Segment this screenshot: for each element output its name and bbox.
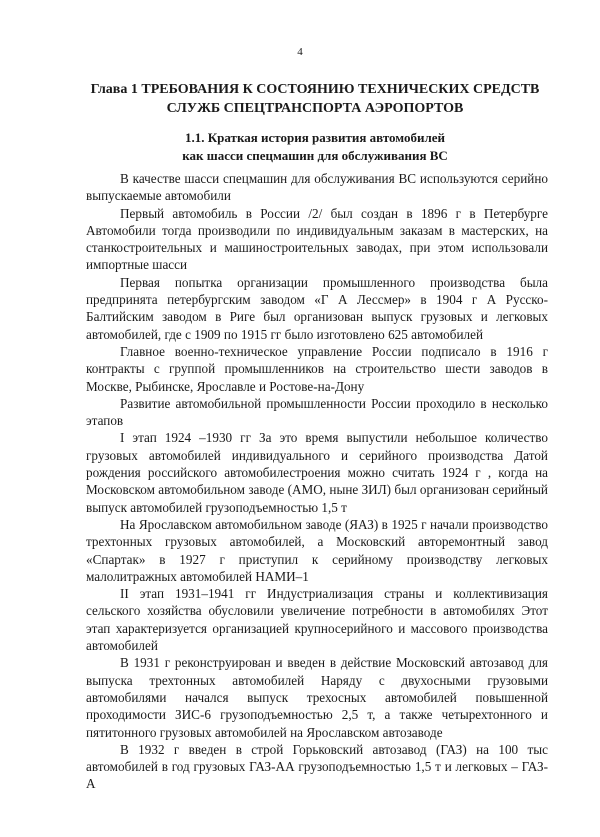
paragraph: В 1932 г введен в строй Горьковский автозавод (ГАЗ) на 100 тыс автомобилей в год грузовых ГАЗ-АА грузоподъемностью 1,5 т и легковых – ГАЗ-А <box>86 741 548 792</box>
section-title <box>110 129 520 165</box>
paragraph: Первая попытка организации промышленного производства была предпринята петербургским заводом «Г А Лессмер» в 1904 г А Русско-Балтийским заводом в Риге был организован выпуск грузовых и легковых автомобилей, где с 1909 по 1915 гг было изготовлено 625 автомобилей <box>86 274 548 342</box>
body-text <box>86 170 548 793</box>
page-number: 4 <box>297 46 303 58</box>
paragraph: I этап 1924 –1930 гг За это время выпустили небольшое количество грузовых автомобилей индивидуального и серийного производства Датой рождения российского автомобилестроения можно считать 1924 г , когда на Московском автомобильном заводе (АМО, ныне ЗИЛ) был организован серийный выпуск автомобилей грузоподъемностью 1,5 т <box>86 430 548 515</box>
paragraph: Главное военно-техническое управление России подписало в 1916 г контракты с группой промышленников на строительство шести заводов в Москве, Рыбинске, Ярославле и Ростове-на-Дону <box>86 343 548 394</box>
paragraph: В качестве шасси спецмашин для обслуживания ВС используются серийно выпускаемые автомобили <box>86 171 548 204</box>
paragraph: На Ярославском автомобильном заводе (ЯАЗ) в 1925 г начали производство трехтонных грузовых автомобилей, а Московский авторемонтный завод «Спартак» в 1927 г приступил к серийному производству легковых малолитражных автомобилей НАМИ–1 <box>86 516 548 584</box>
chapter-title-line-1: Глава 1 ТРЕБОВАНИЯ К СОСТОЯНИЮ ТЕХНИЧЕСКИХ СРЕДСТВ <box>90 82 540 97</box>
paragraph: Развитие автомобильной промышленности России проходило в несколько этапов <box>86 395 548 429</box>
chapter-title-line-2: СЛУЖБ СПЕЦТРАНСПОРТА АЭРОПОРТОВ <box>166 101 464 116</box>
paragraph: II этап 1931–1941 гг Индустриализация страны и коллективизация сельского хозяйства обусловили увеличение потребности в автомобилях Этот этап характеризуется организацией крупносерийного и массового производства автомобилей <box>86 586 548 654</box>
chapter-title <box>75 80 555 118</box>
section-title-line-1: 1.1. Краткая история развития автомобилей <box>184 130 446 145</box>
section-title-line-2: как шасси спецмашин для обслуживания ВС <box>182 148 448 163</box>
paragraph: Первый автомобиль в России /2/ был создан в 1896 г в Петербурге Автомобили тогда производили по индивидуальным заказам в мастерских, на станкостроительных и машиностроительных заводах, при этом использовали импортные шасси <box>86 205 548 273</box>
paragraph: В 1931 г реконструирован и введен в действие Московский автозавод для выпуска трехтонных автомобилей Наряду с двухосными грузовыми автомобилями начался выпуск трехосных автомобилей повышенной проходимости ЗИС-6 грузоподъемностью 2,5 т, а также четырехтонного и пятитонного грузовых автомобилей на Ярославском автозаводе <box>86 655 548 740</box>
